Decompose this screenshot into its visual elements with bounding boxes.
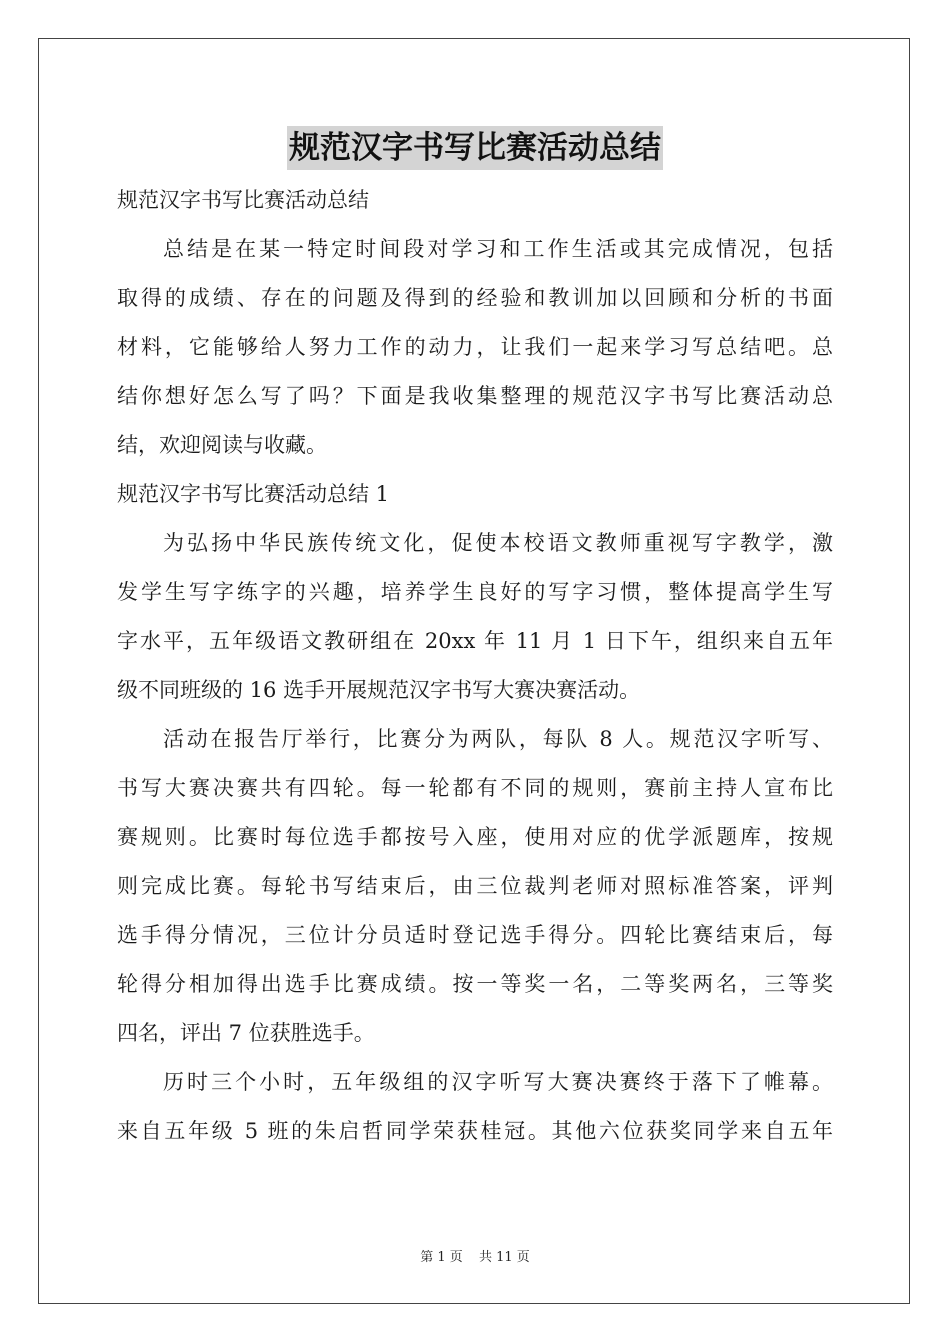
page-total: 共 11 页 <box>478 1250 530 1265</box>
subtitle-line: 规范汉字书写比赛活动总结 <box>117 188 369 212</box>
paragraph-line: 书写大赛决赛共有四轮。每一轮都有不同的规则，赛前主持人宣布比 <box>117 776 833 800</box>
paragraph-line: 发学生写字练字的兴趣，培养学生良好的写字习惯，整体提高学生写 <box>117 580 833 604</box>
paragraph-line: 材料，它能够给人努力工作的动力，让我们一起来学习写总结吧。总 <box>117 335 833 359</box>
paragraph-line: 取得的成绩、存在的问题及得到的经验和教训加以回顾和分析的书面 <box>117 286 833 310</box>
title-area <box>0 126 950 170</box>
paragraph-line: 级不同班级的 16 选手开展规范汉字书写大赛决赛活动。 <box>117 678 641 702</box>
document-body <box>117 176 833 1156</box>
paragraph-line: 活动在报告厅举行，比赛分为两队，每队 8 人。规范汉字听写、 <box>163 727 833 751</box>
paragraph-line: 总结是在某一特定时间段对学习和工作生活或其完成情况，包括 <box>163 237 833 261</box>
page-footer <box>0 1246 950 1265</box>
paragraph-line: 则完成比赛。每轮书写结束后，由三位裁判老师对照标准答案，评判 <box>117 874 833 898</box>
paragraph-line: 结，欢迎阅读与收藏。 <box>117 433 327 457</box>
paragraph-line: 来自五年级 5 班的朱启哲同学荣获桂冠。其他六位获奖同学来自五年 <box>117 1119 833 1143</box>
page-number: 第 1 页 <box>420 1250 463 1265</box>
document-title: 规范汉字书写比赛活动总结 <box>287 126 663 170</box>
paragraph-line: 历时三个小时，五年级组的汉字听写大赛决赛终于落下了帷幕。 <box>163 1070 833 1094</box>
paragraph-line: 结你想好怎么写了吗？下面是我收集整理的规范汉字书写比赛活动总 <box>117 384 833 408</box>
paragraph-line: 赛规则。比赛时每位选手都按号入座，使用对应的优学派题库，按规 <box>117 825 833 849</box>
paragraph-line: 选手得分情况，三位计分员适时登记选手得分。四轮比赛结束后，每 <box>117 923 833 947</box>
paragraph-line: 为弘扬中华民族传统文化，促使本校语文教师重视写字教学，激 <box>163 531 833 555</box>
section-heading: 规范汉字书写比赛活动总结 1 <box>117 482 390 506</box>
paragraph-line: 字水平，五年级语文教研组在 20xx 年 11 月 1 日下午，组织来自五年 <box>117 629 833 653</box>
paragraph-line: 轮得分相加得出选手比赛成绩。按一等奖一名，二等奖两名，三等奖 <box>117 972 833 996</box>
paragraph-line: 四名，评出 7 位获胜选手。 <box>117 1021 375 1045</box>
